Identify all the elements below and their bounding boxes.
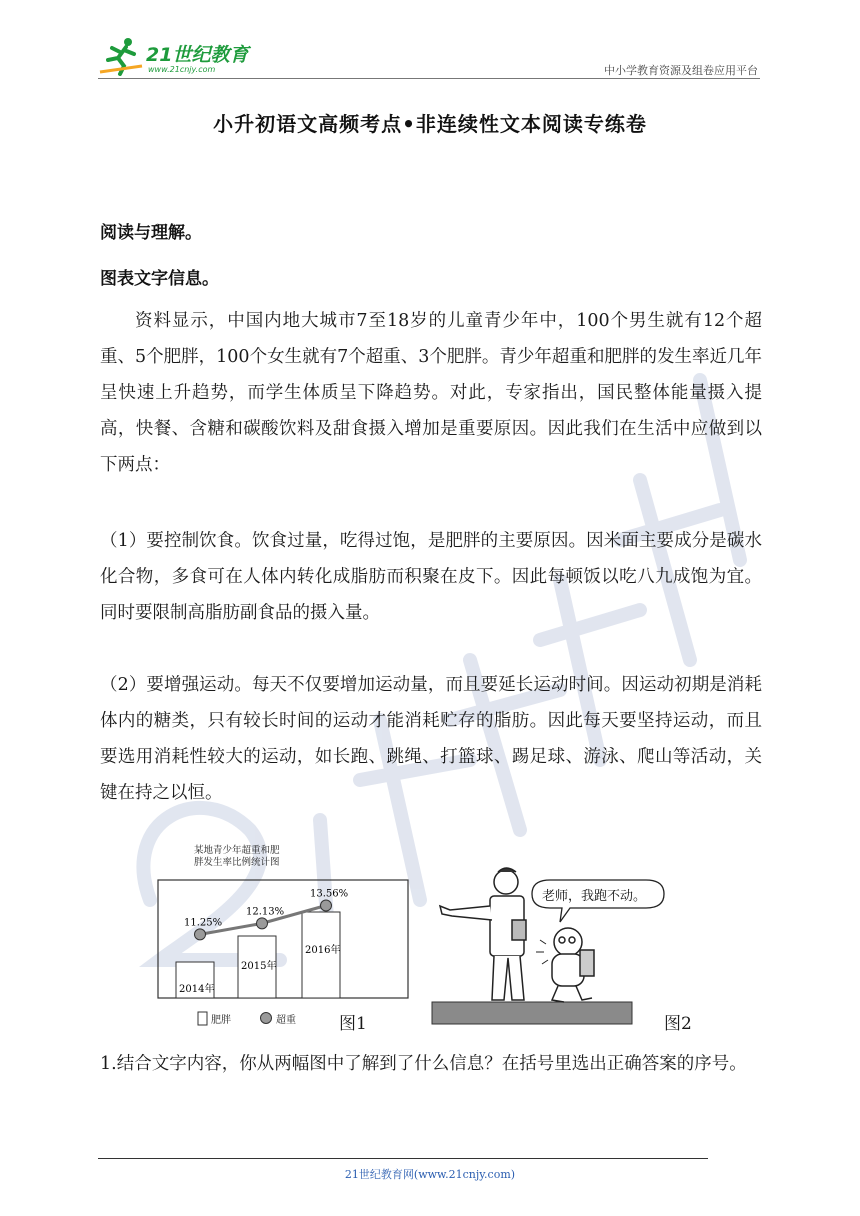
figure-2-illustration [420,850,720,1030]
overweight-point-0 [195,929,206,940]
legend-label-obesity: 肥胖 [211,1015,231,1026]
teacher-figure-icon [440,868,526,1000]
category-label-0: 2014年 [179,984,215,995]
header-divider [98,78,760,79]
runner-logo-icon [98,36,146,76]
paragraph-point-2: （2）要增强运动。每天不仅要增加运动量，而且要延长运动时间。因运动初期是消耗体内的糖类，只有较长时间的运动才能消耗贮存的脂肪。因此每天要坚持运动，而且要选用消耗性较大的运动，如长跑、跳绳、打篮球、踢足球、游泳、爬山等活动，关键在持之以恒。 [100,675,762,803]
overweight-data-label-0: 11.25% [184,917,223,929]
paragraph-intro: 资料显示，中国内地大城市7至18岁的儿童青少年中，100个男生就有12个超重、5个肥胖，100个女生就有7个超重、3个肥胖。青少年超重和肥胖的发生率近几年呈快速上升趋势，而学生体质呈下降趋势。对此，专家指出，国民整体能量摄入提高，快餐、含糖和碳酸饮料及甜食摄入增加是重要原因。因此我们在生活中应做到以下两点： [100,311,762,475]
chart-svg [154,840,412,1036]
section-heading-reading: 阅读与理解。 [100,223,202,243]
footer-divider [98,1158,708,1159]
logo-text: 21世纪教育 [146,44,249,66]
paragraph-point-1: （1）要控制饮食。饮食过量，吃得过饱，是肥胖的主要原因。因米面主要成分是碳水化合物，多食可在人体内转化成脂肪而积聚在皮下。因此每顿饭以吃八九成饱为宜。同时要限制高脂肪副食品的摄入量。 [100,531,762,623]
overweight-data-label-1: 12.13% [246,906,285,918]
teacher-and-student-illustration [420,850,720,1030]
figure-2-caption: 图2 [664,1014,692,1034]
speech-bubble-text: 老师，我跑不动。 [542,889,647,904]
chart-title-line-1: 某地青少年超重和肥 [194,845,280,856]
overweight-data-label-2: 13.56% [310,888,349,900]
footer-text[interactable]: 21世纪教育网(www.21cnjy.com) [344,1168,516,1181]
chart-title-line-2: 胖发生率比例统计图 [194,857,280,868]
section-heading-chart-info: 图表文字信息。 [100,269,219,289]
category-label-1: 2015年 [241,961,277,972]
figure-1-chart [154,840,412,1036]
category-label-2: 2016年 [305,945,341,956]
legend-label-overweight: 超重 [276,1015,296,1026]
student-figure-icon [536,928,594,1002]
page-title: 小升初语文高频考点•非连续性文本阅读专练卷 [213,112,647,136]
figure-1-caption: 图1 [339,1014,367,1034]
site-logo[interactable] [98,36,258,80]
page-header [98,36,760,80]
legend-swatch-overweight [261,1013,272,1024]
logo-url: www.21cnjy.com [148,65,216,74]
legend-swatch-obesity [198,1012,207,1025]
header-platform-text: 中小学教育资源及组卷应用平台 [604,64,758,77]
overweight-point-1 [257,918,268,929]
question-1: 1.结合文字内容，你从两幅图中了解到了什么信息？在括号里选出正确答案的序号。 [100,1054,747,1074]
overweight-point-2 [321,900,332,911]
